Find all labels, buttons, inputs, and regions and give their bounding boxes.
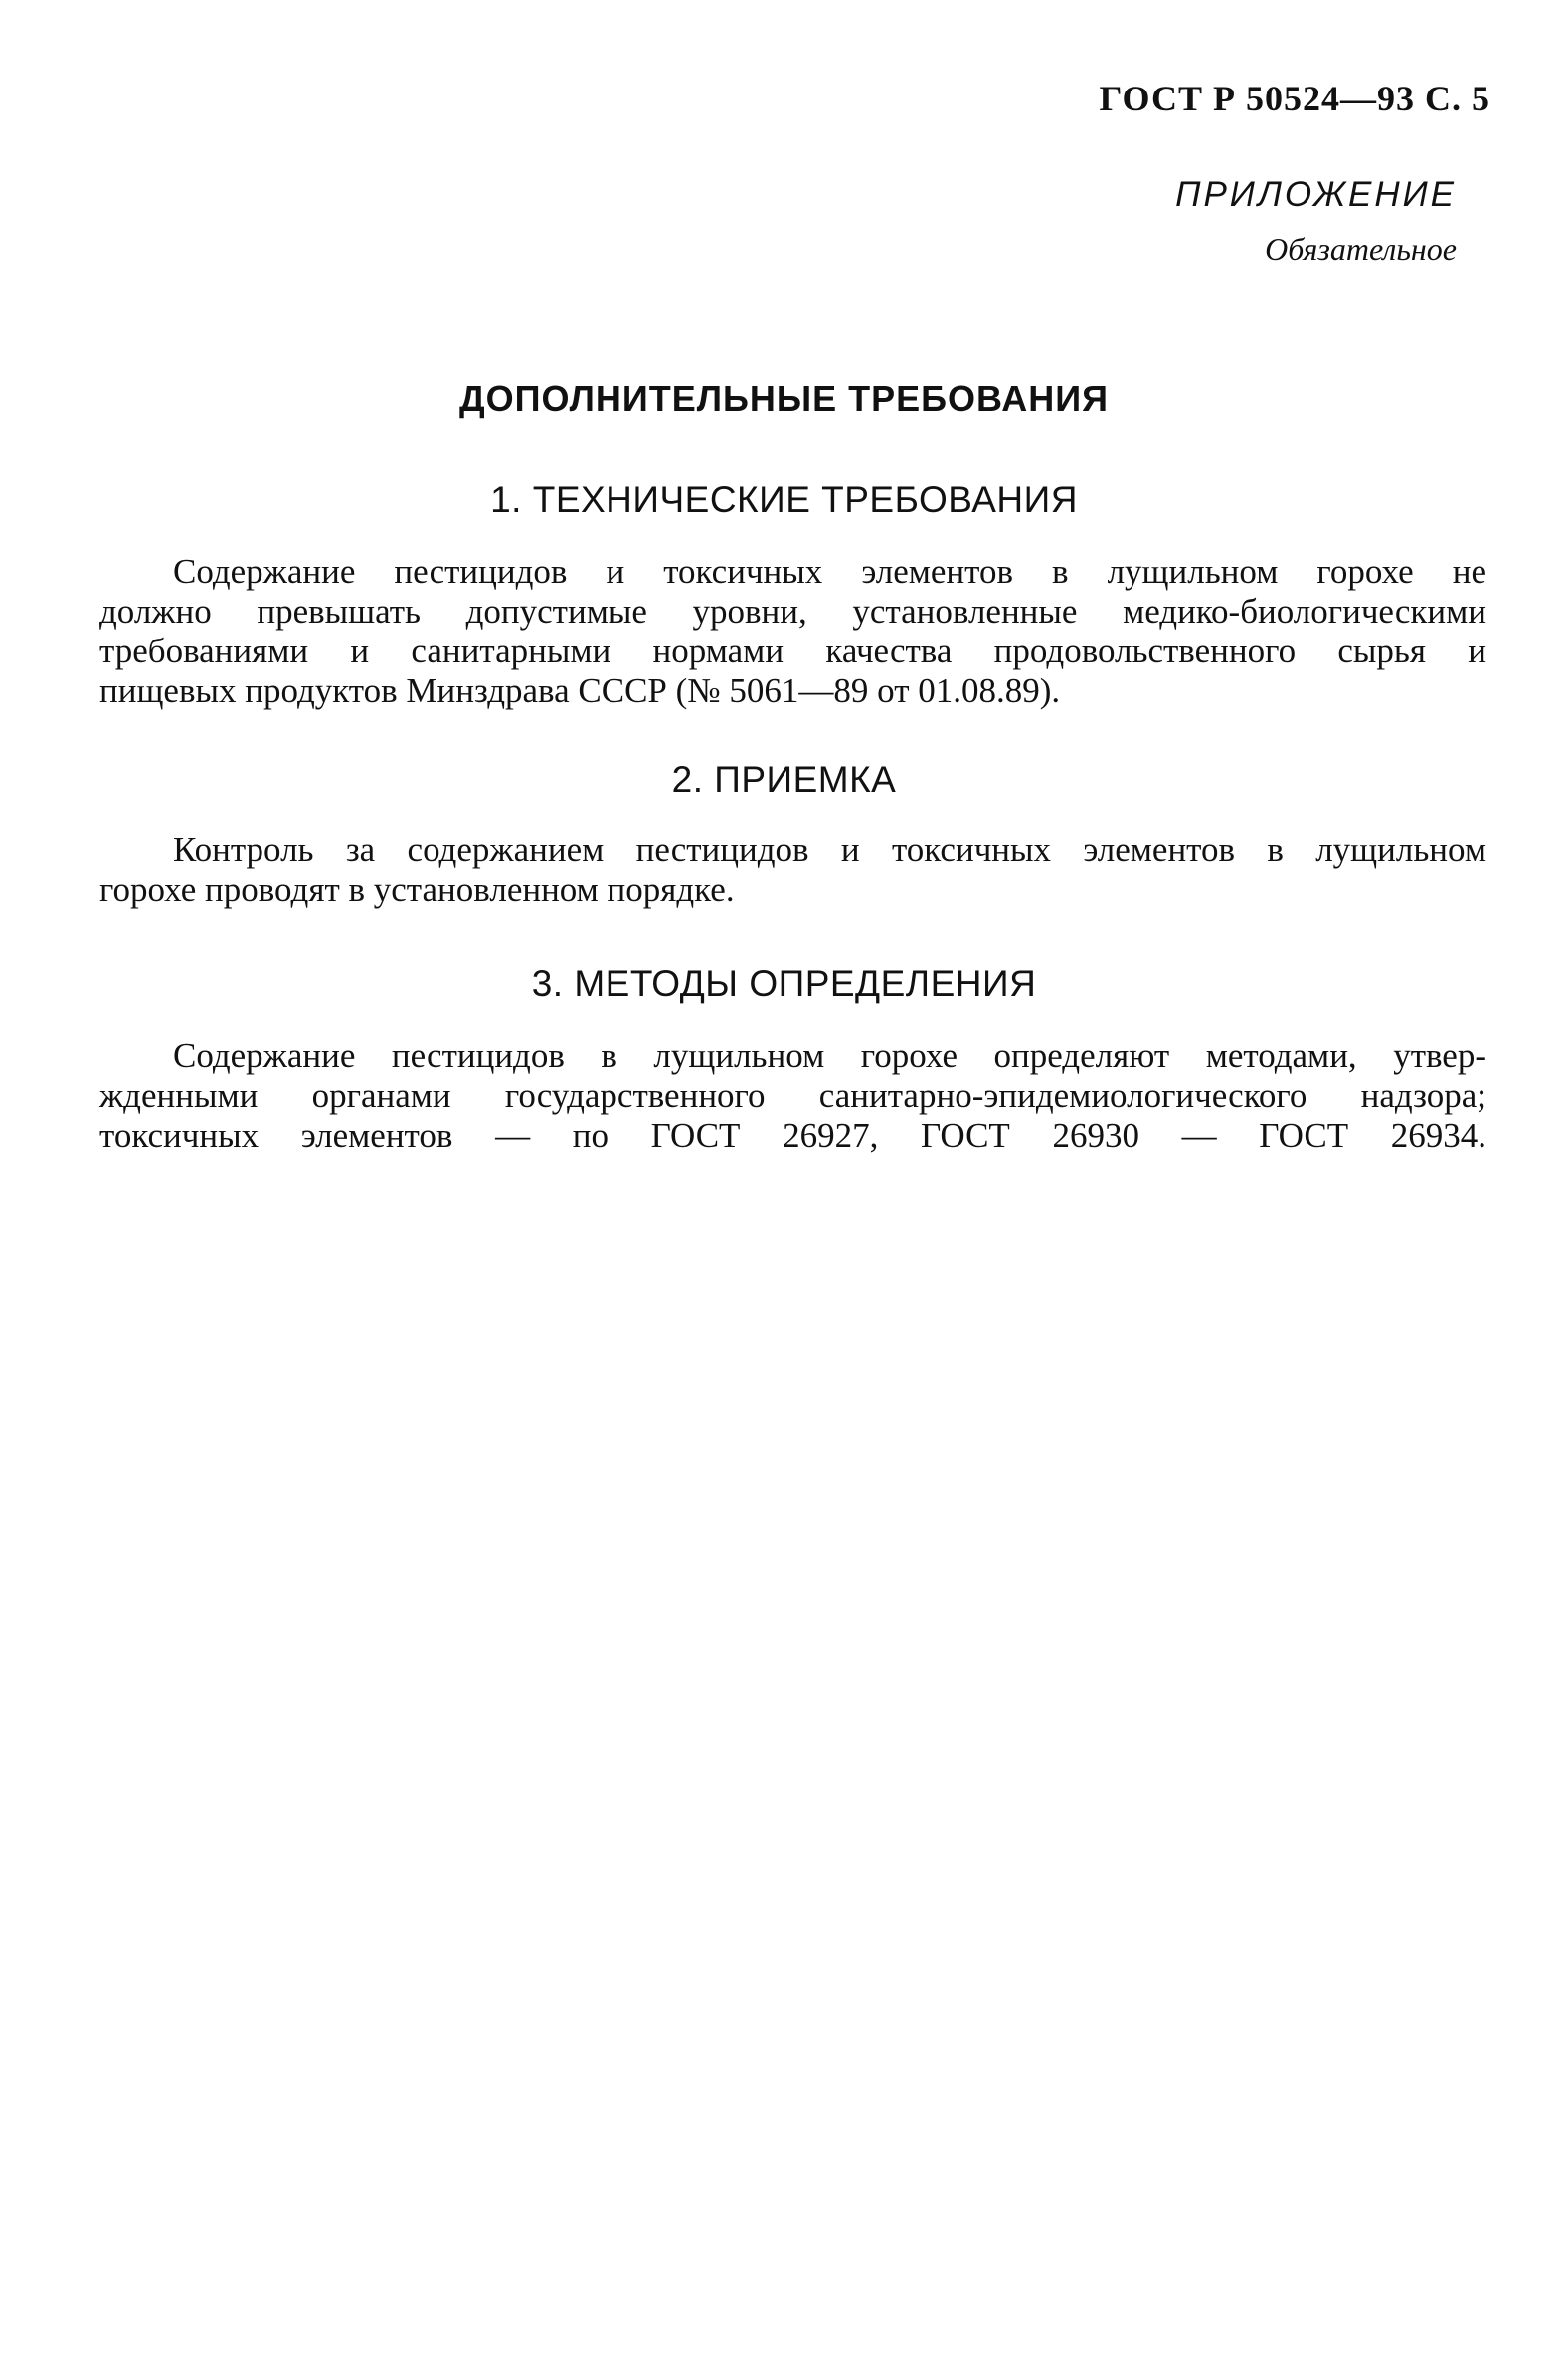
section-paragraph-test-methods [99,1036,1486,1156]
section-heading-acceptance: 2. ПРИЕМКА [671,759,897,800]
paragraph-line: должно превышать допустимые уровни, установленные медико-биологическими [99,592,1486,631]
paragraph-line: Контроль за содержанием пестицидов и токсичных элементов в лущильном [173,830,1486,869]
paragraph-line: требованиями и санитарными нормами качества продовольственного сырья и [99,632,1486,670]
section-heading-technical-requirements: 1. ТЕХНИЧЕСКИЕ ТРЕБОВАНИЯ [490,479,1078,520]
paragraph-line: Содержание пестицидов в лущильном горохе определяют методами, утвер- [173,1036,1486,1075]
running-header: ГОСТ Р 50524—93 С. 5 [1099,79,1490,118]
annex-label: ПРИЛОЖЕНИЕ [1175,175,1457,214]
paragraph-line: Содержание пестицидов и токсичных элементов в лущильном горохе не [173,552,1486,591]
document-title: ДОПОЛНИТЕЛЬНЫЕ ТРЕБОВАНИЯ [459,378,1109,419]
annex-status: Обязательное [1265,231,1457,267]
paragraph-line: горохе проводят в установленном порядке. [99,870,735,909]
section-paragraph-acceptance [99,830,1486,910]
paragraph-line: жденными органами государственного санитарно-эпидемиологического надзора; [99,1076,1486,1115]
section-paragraph-technical-requirements [99,552,1486,711]
paragraph-line: пищевых продуктов Минздрава СССР (№ 5061—89 от 01.08.89). [99,671,1061,710]
paragraph-line: токсичных элементов — по ГОСТ 26927, ГОСТ 26930 — ГОСТ 26934. [99,1116,1486,1155]
section-heading-test-methods: 3. МЕТОДЫ ОПРЕДЕЛЕНИЯ [531,963,1037,1004]
